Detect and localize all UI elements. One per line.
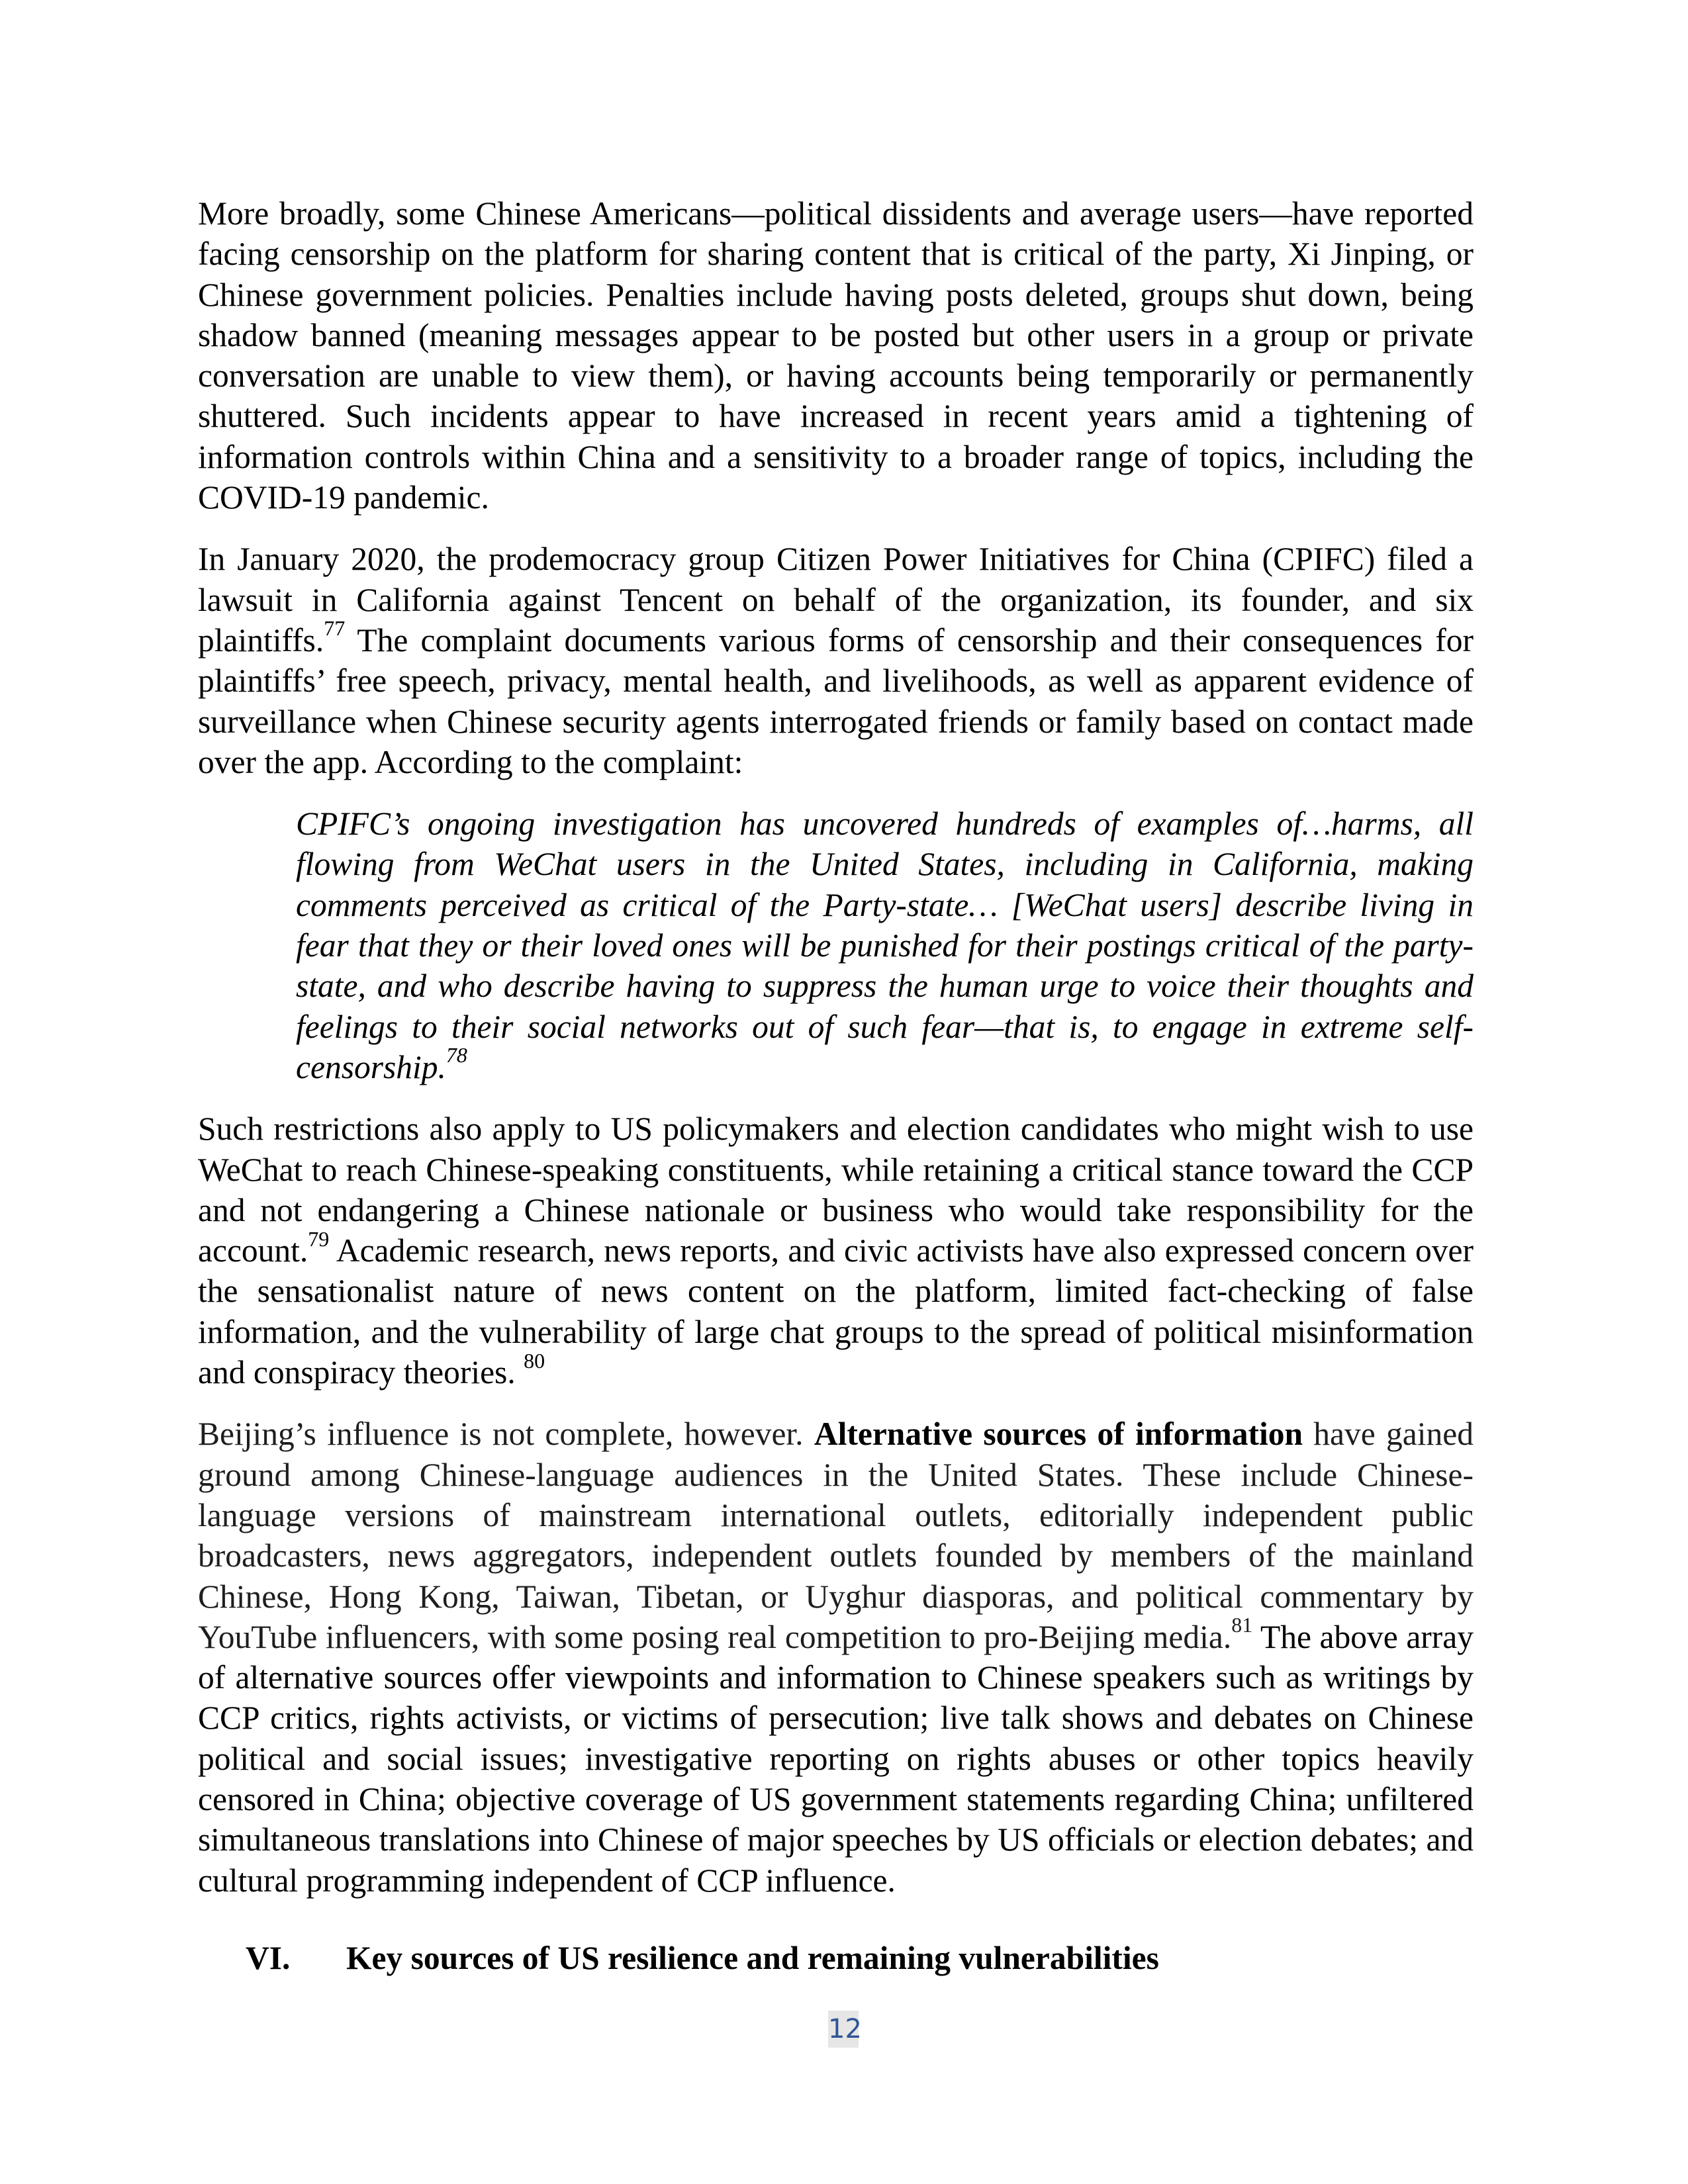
quote-text: CPIFC’s ongoing investigation has uncovered hundreds of examples of…harms, all flowing from WeChat users in the United States, including in California, making comments perceived as critical of the Party-state… [WeChat users] describe living in fear that they or their loved ones will be punished for their postings critical of the party-state, and who describe having to suppress the human urge to voice their thoughts and feelings to their social networks out of such fear—that is, to engage in extreme self-censorship. — [296, 805, 1474, 1085]
restrictions-text: Such restrictions also apply to US policymakers and election candidates who might wish to use WeChat to reach Chinese-speaking constituents, while retaining a critical stance toward the CCP and not endangering a Chinese nationale or business who would take responsibility for the account. — [198, 1111, 1474, 1269]
paragraph-lawsuit — [198, 539, 1474, 782]
footnote-ref-78[interactable]: 78 — [445, 1043, 467, 1068]
section-title: Key sources of US resilience and remaining vulnerabilities — [346, 1939, 1159, 1976]
restrictions-text-rest: Academic research, news reports, and civic activists have also expressed concern over the sensationalist nature of news content on the platform, limited fact-checking of false information, and the vulnerability of large chat groups to the spread of political misinformation and conspiracy theories. — [198, 1232, 1474, 1391]
paragraph-censorship: More broadly, some Chinese Americans—political dissidents and average users—have reported facing censorship on the platform for sharing content that is critical of the party, Xi Jinping, or Chinese government policies. Penalties include having posts deleted, groups shut down, being shadow banned (meaning messages appear to be posted but other users in a group or private conversation are unable to view them), or having accounts being temporarily or permanently shuttered. Such incidents appear to have increased in recent years amid a tightening of information controls within China and a sensitivity to a broader range of topics, including the COVID-19 pandemic. — [198, 195, 1474, 516]
page-number: 12 — [828, 2011, 859, 2048]
footnote-ref-77[interactable]: 77 — [324, 616, 346, 641]
paragraph-restrictions — [198, 1109, 1474, 1392]
lawsuit-text: In January 2020, the prodemocracy group Citizen Power Initiatives for China (CPIFC) filed a lawsuit in California against Tencent on behalf of the organization, its founder, and six plaintiffs. — [198, 541, 1474, 659]
footnote-ref-80[interactable]: 80 — [524, 1348, 545, 1373]
alt-sources-intro: Beijing’s influence is not complete, however. — [198, 1416, 814, 1453]
paragraph-alternative-sources — [198, 1414, 1474, 1901]
lawsuit-text-rest: The complaint documents various forms of censorship and their consequences for plaintiffs’ free speech, privacy, mental health, and livelihoods, as well as apparent evidence of surveillance when Chinese security agents interrogated friends or family based on contact made over the app. According to the complaint: — [198, 621, 1474, 780]
section-heading — [198, 1938, 1474, 1978]
alt-sources-bold-term: Alternative sources of information — [814, 1416, 1303, 1453]
footnote-ref-81[interactable]: 81 — [1231, 1613, 1253, 1637]
section-number: VI. — [246, 1939, 291, 1976]
alt-sources-text: have gained ground among Chinese-language audiences in the United States. These include Chinese-language versions of mainstream international outlets, editorially independent public broadcasters, news aggregators, independent outlets founded by members of the mainland Chinese, Hong Kong, Taiwan, Tibetan, or Uyghur diasporas, and political commentary by YouTube influencers, with some posing real competition to pro-Beijing media. — [198, 1416, 1474, 1655]
document-body — [198, 193, 1474, 1978]
alt-sources-text-rest: The above array of alternative sources offer viewpoints and information to Chinese speakers such as writings by CCP critics, rights activists, or victims of persecution; live talk shows and debates on Chinese political and social issues; investigative reporting on rights abuses or other topics heavily censored in China; objective coverage of US government statements regarding China; unfiltered simultaneous translations into Chinese of major speeches by US officials or election debates; and cultural programming independent of CCP influence. — [198, 1618, 1474, 1899]
footnote-ref-79[interactable]: 79 — [308, 1226, 330, 1251]
complaint-quote — [296, 803, 1474, 1087]
